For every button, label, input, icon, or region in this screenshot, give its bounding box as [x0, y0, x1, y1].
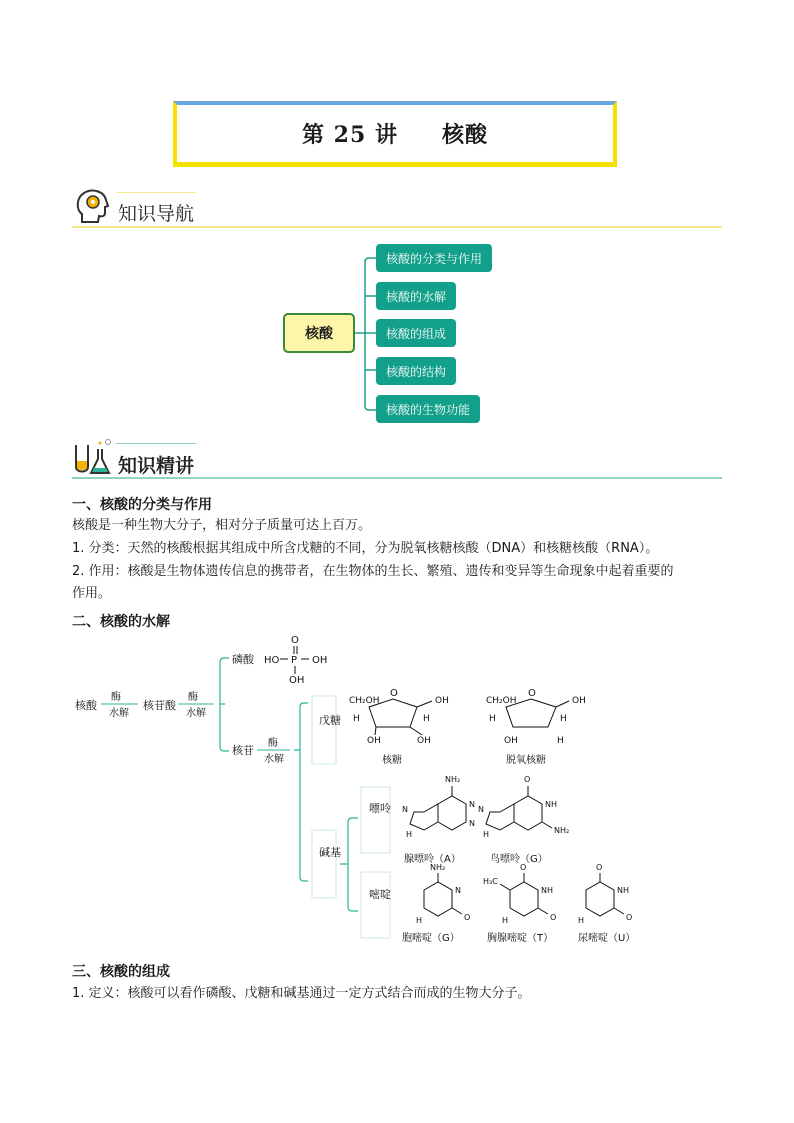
svg-text:OH: OH [504, 736, 518, 746]
svg-text:OH: OH [367, 736, 381, 746]
mindmap-root: 核酸 [283, 313, 355, 353]
label-enzyme-2: 酶 [188, 692, 198, 703]
svg-text:NH₂: NH₂ [445, 775, 461, 784]
svg-text:H: H [416, 916, 423, 925]
lecture-divider [72, 477, 722, 479]
svg-text:O: O [524, 775, 531, 784]
paragraph-intro: 核酸是一种生物大分子，相对分子质量可达上百万。 [72, 518, 372, 533]
svg-text:N: N [402, 805, 408, 814]
svg-text:N: N [478, 805, 484, 814]
heading-hydrolysis: 二、核酸的水解 [72, 614, 170, 630]
lecture-topic: 核酸 [441, 122, 488, 148]
nav-title-overline [116, 192, 196, 193]
label-hydrolysis-2: 水解 [186, 708, 206, 719]
label-ribose: 核糖 [382, 755, 402, 766]
label-nucleoside: 核苷 [232, 744, 254, 757]
svg-text:OH: OH [289, 675, 305, 686]
mindmap-leaf-composition: 核酸的组成 [376, 319, 456, 347]
svg-text:NH: NH [617, 886, 629, 895]
label-cytosine: 胞嘧啶（G） [402, 933, 460, 944]
head-gear-icon [72, 186, 112, 226]
section-title-lecture: 知识精讲 [118, 455, 195, 477]
paragraph-function-line2: 作用。 [72, 586, 112, 601]
ribose-structure [349, 688, 449, 766]
svg-text:CH₂OH: CH₂OH [486, 696, 517, 706]
label-pyrimidine-1: 嘧啶 [369, 888, 391, 901]
paragraph-classification: 1. 分类：天然的核酸根据其组成中所含戊糖的不同，分为脱氧核糖核酸（DNA）和核糖核酸（RNA）。 [72, 541, 659, 556]
svg-text:P: P [291, 655, 298, 666]
heading-composition: 三、核酸的组成 [72, 964, 170, 980]
mindmap-leaf-structure: 核酸的结构 [376, 357, 456, 385]
label-purine-1: 嘌呤 [369, 802, 391, 815]
mindmap-leaf-function: 核酸的生物功能 [376, 395, 480, 423]
label-pentose-1: 戊糖 [319, 714, 341, 727]
svg-text:H: H [502, 916, 509, 925]
heading-classification: 一、核酸的分类与作用 [72, 497, 212, 513]
svg-text:OH: OH [435, 696, 449, 706]
paragraph-function-line1: 2. 作用：核酸是生物体遗传信息的携带者，在生物体的生长、繁殖、遗传和变异等生命现象中起着重要的 [72, 564, 674, 579]
svg-text:H: H [578, 916, 585, 925]
svg-text:CH₂OH: CH₂OH [349, 696, 380, 706]
lecture-title-overline [116, 443, 196, 444]
adenine-structure [410, 786, 466, 830]
page-title [302, 118, 488, 149]
svg-text:OH: OH [312, 655, 328, 666]
svg-text:H: H [353, 714, 360, 724]
svg-text:H: H [560, 714, 567, 724]
deoxyribose-structure [486, 688, 586, 766]
hydrolysis-diagram [72, 632, 652, 950]
svg-text:H₃C: H₃C [483, 877, 498, 886]
svg-text:HO: HO [264, 655, 280, 666]
svg-text:O: O [390, 688, 398, 699]
label-thymine: 胸腺嘧啶（T） [487, 933, 554, 944]
svg-text:O: O [596, 863, 603, 872]
mindmap-leaf-classification: 核酸的分类与作用 [376, 244, 492, 272]
section-title-nav: 知识导航 [118, 203, 195, 225]
svg-text:NH: NH [545, 800, 557, 809]
label-deoxyribose: 脱氧核糖 [506, 755, 546, 766]
svg-text:O: O [626, 913, 633, 922]
label-guanine: 鸟嘌呤（G） [490, 854, 548, 865]
label-enzyme-1: 酶 [111, 692, 121, 703]
label-phosphoric-acid: 磷酸 [232, 653, 254, 666]
label-nucleotide: 核苷酸 [143, 699, 176, 712]
svg-text:O: O [520, 863, 527, 872]
mindmap-leaf-hydrolysis: 核酸的水解 [376, 282, 456, 310]
svg-text:NH₂: NH₂ [554, 826, 570, 835]
nav-divider [72, 226, 722, 228]
svg-text:OH: OH [417, 736, 431, 746]
label-base-1: 碱基 [319, 846, 341, 859]
label-adenine: 腺嘌呤（A） [404, 854, 461, 865]
svg-text:H: H [483, 830, 490, 839]
svg-text:O: O [528, 688, 536, 699]
svg-text:N: N [469, 800, 475, 809]
svg-text:N: N [455, 886, 461, 895]
lecture-number: 第 25 讲 [302, 122, 398, 148]
svg-text:O: O [291, 635, 299, 646]
label-hydrolysis-3: 水解 [264, 754, 284, 765]
svg-text:H: H [406, 830, 413, 839]
label-nucleic-acid: 核酸 [75, 699, 97, 712]
lab-flask-icon [70, 437, 114, 477]
svg-text:H: H [489, 714, 496, 724]
svg-text:N: N [469, 819, 475, 828]
svg-text:NH: NH [541, 886, 553, 895]
label-uracil: 尿嘧啶（U） [578, 933, 636, 944]
svg-text:OH: OH [572, 696, 586, 706]
guanine-structure [486, 786, 552, 830]
label-enzyme-3: 酶 [268, 738, 278, 749]
svg-text:NH₂: NH₂ [430, 863, 446, 872]
svg-text:H: H [557, 736, 564, 746]
svg-text:H: H [423, 714, 430, 724]
title-banner [173, 101, 617, 167]
paragraph-definition: 1. 定义：核酸可以看作磷酸、戊糖和碱基通过一定方式结合而成的生物大分子。 [72, 986, 531, 1001]
svg-text:O: O [550, 913, 557, 922]
label-hydrolysis-1: 水解 [109, 708, 129, 719]
svg-text:O: O [464, 913, 471, 922]
